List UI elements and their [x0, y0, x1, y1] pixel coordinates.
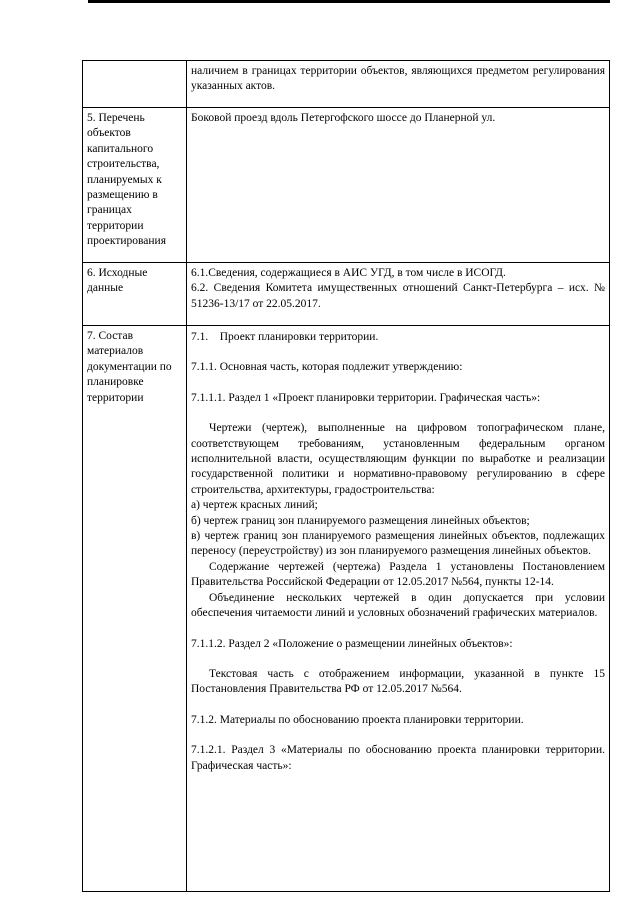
paragraph: 7.1. Проект планировки территории. — [191, 331, 379, 343]
paragraph: 7.1.1.1. Раздел 1 «Проект планировки территории. Графическая часть»: — [191, 391, 541, 404]
table-row — [83, 61, 610, 108]
table-row — [83, 263, 610, 326]
specification-table — [82, 60, 610, 892]
row-label-cell: 7. Состав материалов документации по планировке территории — [83, 326, 187, 892]
paragraph: 7.1.1.2. Раздел 2 «Положение о размещении линейных объектов»: — [191, 637, 513, 650]
paragraph: 6.1.Сведения, содержащиеся в АИС УГД, в том числе в ИСОГД. — [191, 267, 506, 279]
row-content-cell — [187, 108, 610, 263]
row-label-cell: 6. Исходные данные — [83, 263, 187, 326]
paragraph: Чертежи (чертеж), выполненные на цифровом топографическом плане, соответствующем требованиям, установленным федеральным органом исполнительной власти, осуществляющим функции по выработке и реализации государственной политики и нормативно-правовому регулированию в сфере строительства, архитектуры, градостроительства: — [191, 422, 605, 496]
row-content-cell — [187, 263, 610, 326]
paragraph: 6.2. Сведения Комитета имущественных отношений Санкт-Петербурга – исх. № 51236-13/17 от 22.05.2017. — [191, 282, 605, 310]
row-content-cell — [187, 326, 610, 892]
paragraph: 7.1.2. Материалы по обоснованию проекта планировки территории. — [191, 713, 524, 726]
table-row — [83, 326, 610, 892]
page-top-rule — [88, 0, 610, 3]
row-label-cell: 5. Перечень объектов капитального строительства, планируемых к размещению в границах территории проектирования — [83, 108, 187, 263]
row-label-cell — [83, 61, 187, 108]
list-item: б) чертеж границ зон планируемого размещения линейных объектов; — [191, 514, 530, 527]
paragraph: 7.1.2.1. Раздел 3 «Материалы по обоснованию проекта планировки территории. Графическая часть»: — [191, 744, 605, 772]
paragraph: Боковой проезд вдоль Петергофского шоссе до Планерной ул. — [191, 112, 496, 124]
table-row — [83, 108, 610, 263]
paragraph: Объединение нескольких чертежей в один допускается при условии обеспечения читаемости линий и условных обозначений графических материалов. — [191, 591, 605, 620]
paragraph: наличием в границах территории объектов, являющихся предметом регулирования указанных актов. — [191, 65, 605, 93]
list-item: в) чертеж границ зон планируемого размещения линейных объектов, подлежащих переносу (переустройству) из зон планируемого размещения линейных объектов. — [191, 530, 605, 558]
list-item: а) чертеж красных линий; — [191, 499, 318, 512]
row-content-cell — [187, 61, 610, 108]
paragraph: Содержание чертежей (чертежа) Раздела 1 установлены Постановлением Правительства Российской Федерации от 12.05.2017 №564, пункты 12-14. — [191, 560, 605, 589]
paragraph: Текстовая часть с отображением информации, указанной в пункте 15 Постановления Правительства РФ от 12.05.2017 №564. — [191, 667, 605, 696]
paragraph: 7.1.1. Основная часть, которая подлежит утверждению: — [191, 361, 463, 374]
